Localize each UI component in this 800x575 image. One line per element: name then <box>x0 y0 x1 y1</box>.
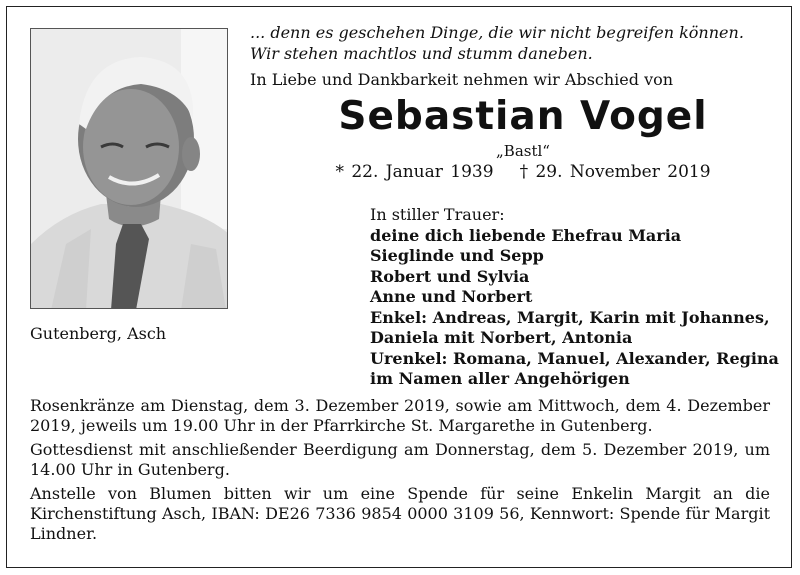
death-date: † 29. November 2019 <box>519 162 711 182</box>
mourner-line: Anne und Norbert <box>370 287 533 306</box>
mourners-list <box>370 205 779 390</box>
nickname: „Bastl“ <box>496 142 550 160</box>
rosary-paragraph: Rosenkränze am Dienstag, dem 3. Dezember 2019, sowie am Mittwoch, dem 4. Dezember 2019, jeweils um 19.00 Uhr in der Pfarrkirche St. Margarethe in Gutenberg. <box>30 396 770 435</box>
residence: Gutenberg, Asch <box>30 324 167 343</box>
mourner-line: Enkel: Andreas, Margit, Karin mit Johannes, <box>370 307 770 327</box>
mourners-heading: In stiller Trauer: <box>370 205 505 224</box>
life-dates <box>250 162 796 182</box>
portrait-photo <box>30 28 228 309</box>
service-details <box>30 396 770 548</box>
verse <box>250 22 744 64</box>
mourner-line: Daniela mit Norbert, Antonia <box>370 328 633 347</box>
mourner-line: im Namen aller Angehörigen <box>370 369 630 388</box>
deceased-name: Sebastian Vogel <box>338 94 708 139</box>
mourner-line: Urenkel: Romana, Manuel, Alexander, Regina <box>370 348 779 368</box>
mourner-line: deine dich liebende Ehefrau Maria <box>370 225 682 245</box>
intro-text: In Liebe und Dankbarkeit nehmen wir Abschied von <box>250 70 674 89</box>
mourner-line: Sieglinde und Sepp <box>370 246 544 265</box>
donation-paragraph: Anstelle von Blumen bitten wir um eine Spende für seine Enkelin Margit an die Kirchenstiftung Asch, IBAN: DE26 7336 9854 0000 3109 56, Kennwort: Spende für Margit Lindner. <box>30 484 770 543</box>
mourner-line: Robert und Sylvia <box>370 266 530 286</box>
verse-line-1: ... denn es geschehen Dinge, die wir nicht begreifen können. <box>250 23 744 42</box>
verse-line-2: Wir stehen machtlos und stumm daneben. <box>250 44 593 63</box>
funeral-paragraph: Gottesdienst mit anschließender Beerdigung am Donnerstag, dem 5. Dezember 2019, um 14.00 Uhr in Gutenberg. <box>30 440 770 479</box>
birth-date: * 22. Januar 1939 <box>335 162 494 182</box>
